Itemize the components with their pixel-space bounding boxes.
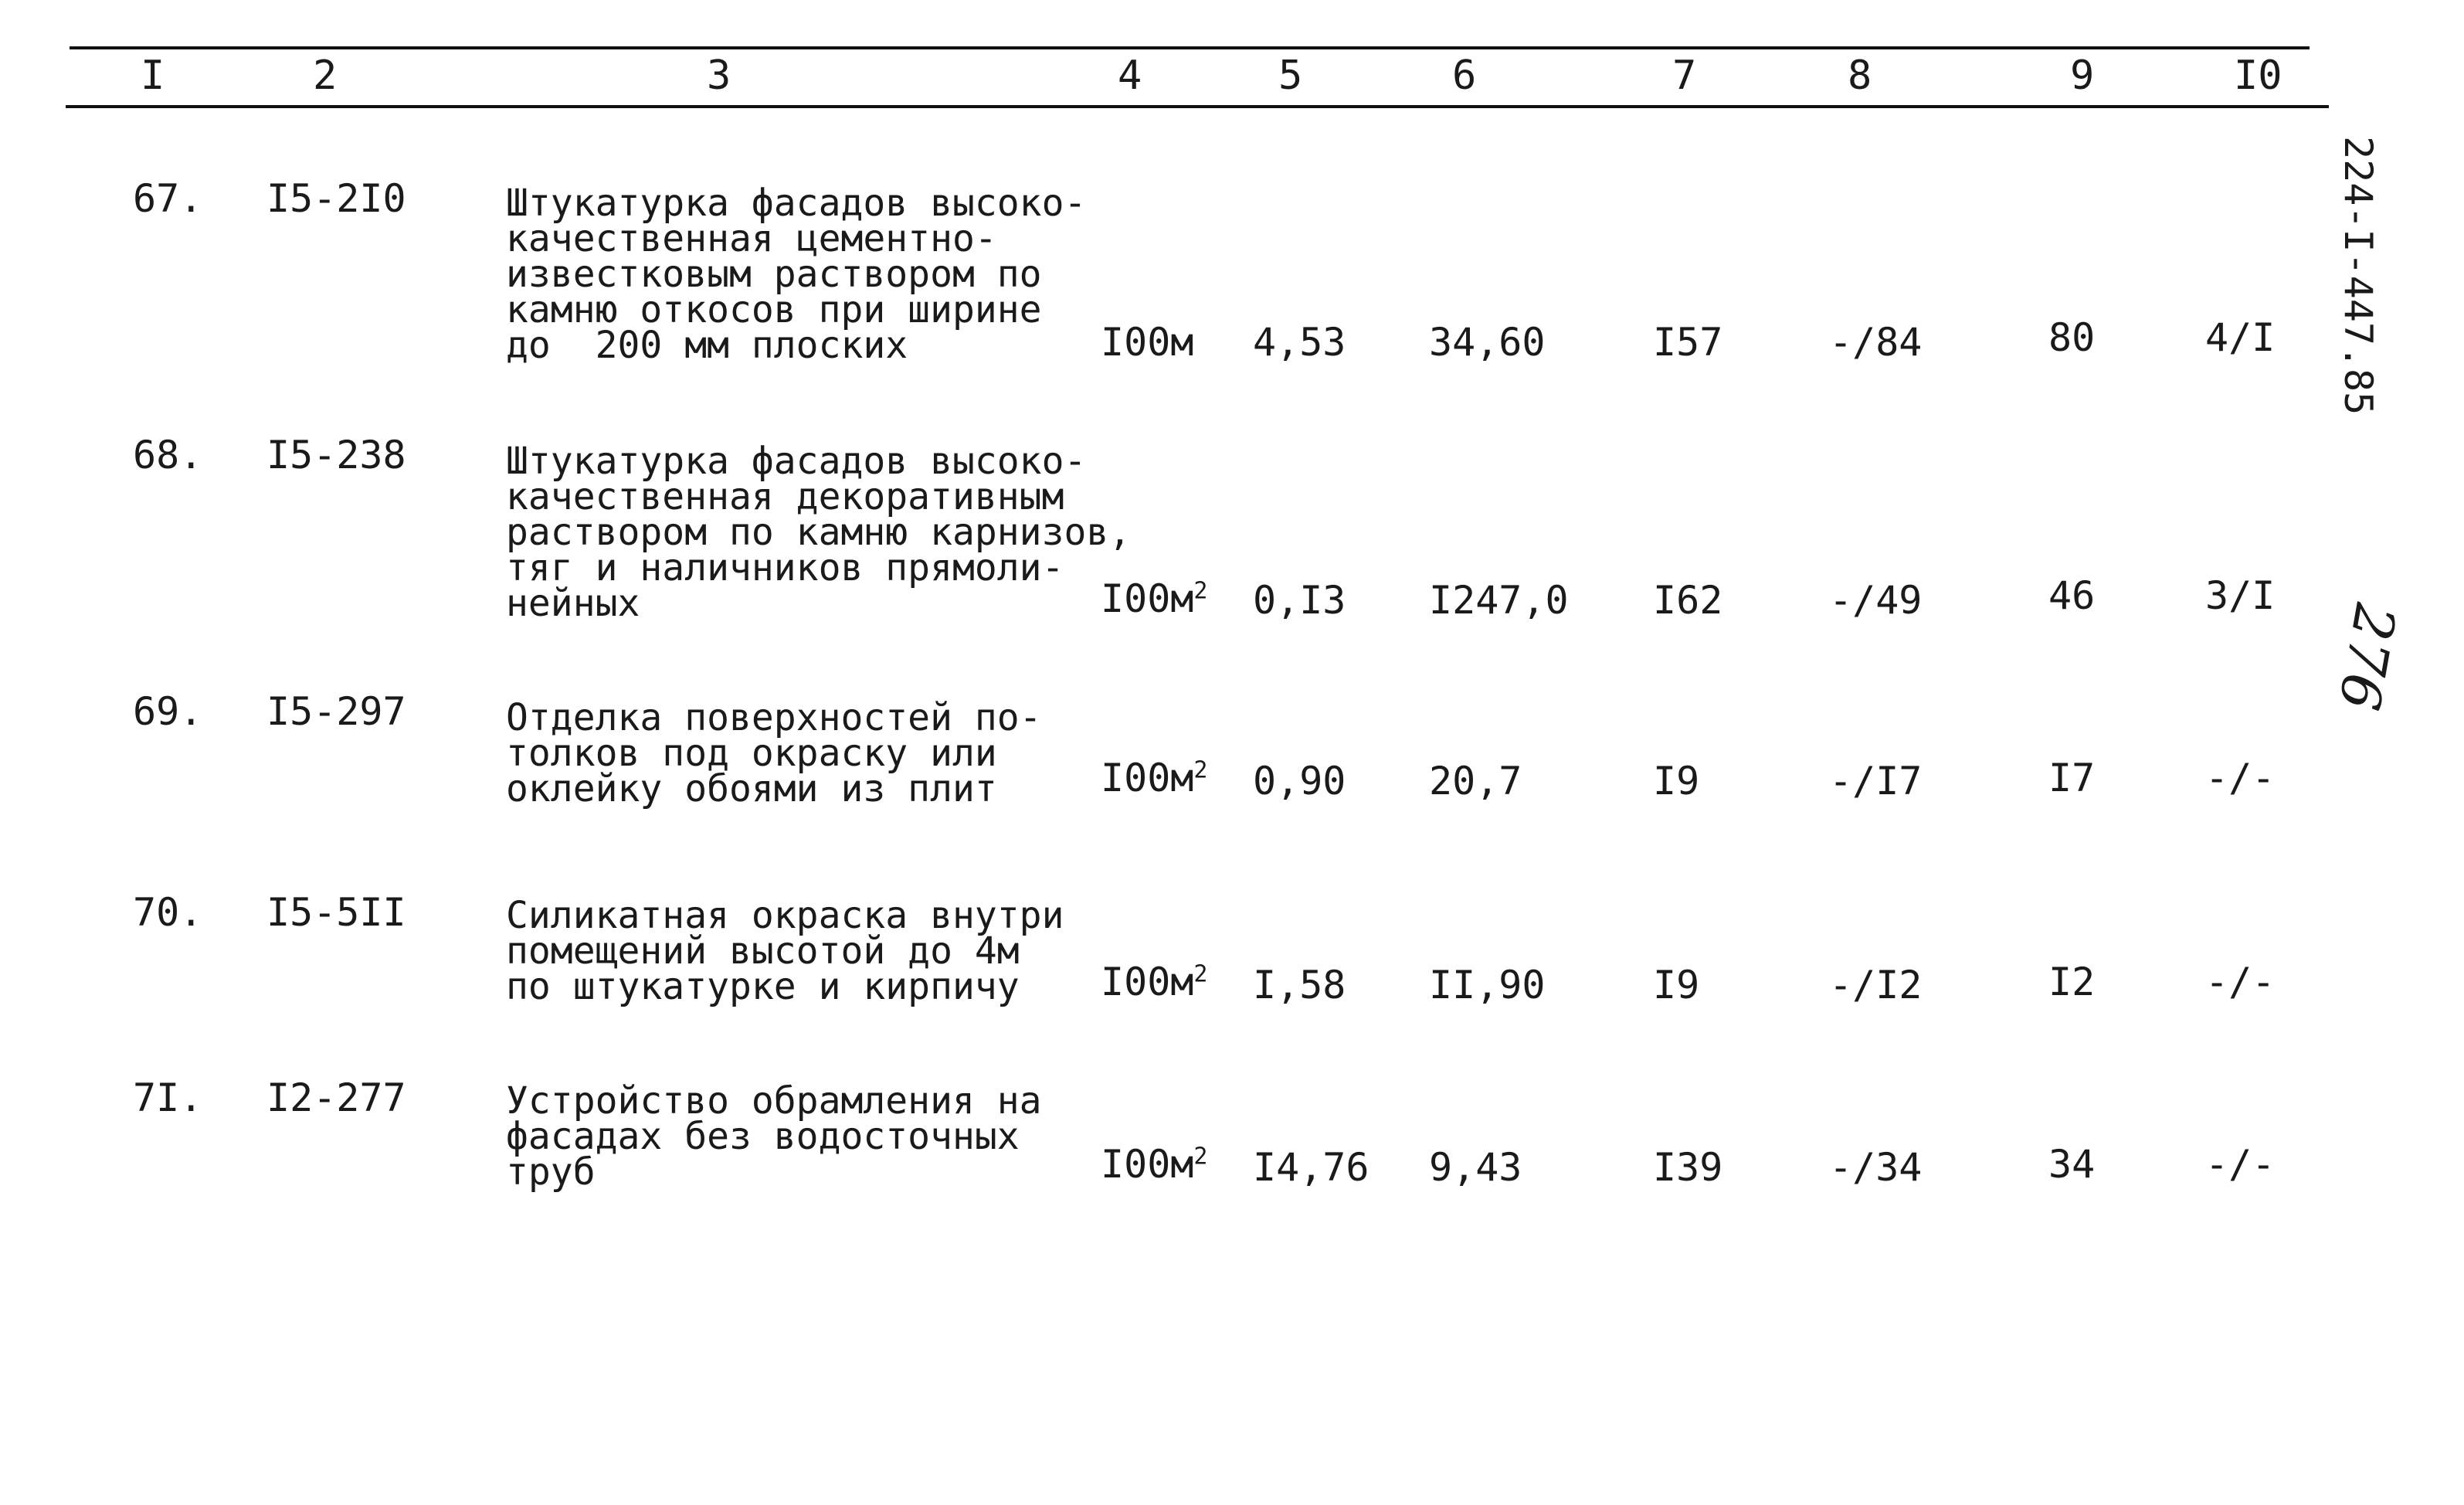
unit: I00м (1101, 320, 1194, 365)
column-10-value: -/- (2205, 1142, 2276, 1187)
column-9-value: 34 (2048, 1142, 2096, 1187)
rate-code: I5-238 (266, 433, 406, 477)
document-code: 224-I-447.85 (2336, 136, 2381, 416)
unit: $I00м^2$ (1101, 576, 1208, 621)
unit-price: 9,43 (1429, 1145, 1522, 1190)
col-header-8: 8 (1848, 53, 1872, 99)
column-10-value: -/- (2205, 756, 2276, 800)
wages: -/I2 (1829, 963, 1923, 1007)
header-bottom-rule (66, 105, 2329, 108)
rate-code: I2-277 (266, 1075, 406, 1120)
total-cost: I9 (1653, 963, 1700, 1007)
work-description: Штукатурка фасадов высоко- качественная декоративным раствором по камню карнизов, тяг и наличников прямоли- нейных (506, 440, 1132, 625)
unit: $I00м^2$ (1101, 756, 1208, 800)
total-cost: I57 (1653, 320, 1723, 365)
col-header-6: 6 (1452, 53, 1477, 99)
column-10-value: 4/I (2205, 315, 2276, 360)
unit-price: 34,60 (1429, 320, 1546, 365)
row-number: 7I. (133, 1075, 203, 1120)
quantity: 0,90 (1253, 759, 1346, 803)
row-number: 70. (133, 890, 203, 935)
wages: -/34 (1829, 1145, 1923, 1190)
total-cost: I62 (1653, 578, 1723, 623)
col-header-10: I0 (2234, 53, 2282, 99)
unit-price: II,90 (1429, 963, 1546, 1007)
column-10-value: 3/I (2205, 573, 2276, 618)
wages: -/84 (1829, 320, 1923, 365)
work-description: Устройство обрамления на фасадах без водосточных труб (506, 1079, 1042, 1194)
rate-code: I5-297 (266, 689, 406, 734)
work-description: Отделка поверхностей по- толков под окраску или оклейку обоями из плит (506, 696, 1042, 810)
unit-price: I247,0 (1429, 578, 1569, 623)
col-header-9: 9 (2070, 53, 2095, 99)
top-rule (70, 46, 2310, 49)
quantity: I4,76 (1253, 1145, 1369, 1190)
wages: -/I7 (1829, 759, 1923, 803)
col-header-1: I (141, 53, 165, 99)
column-9-value: I7 (2048, 756, 2096, 800)
col-header-2: 2 (313, 53, 338, 99)
quantity: 0,I3 (1253, 578, 1346, 623)
work-description: Силикатная окраска внутри помещений высотой до 4м по штукатурке и кирпичу (506, 894, 1064, 1008)
col-header-4: 4 (1118, 53, 1142, 99)
column-9-value: I2 (2048, 960, 2096, 1004)
rate-code: I5-5II (266, 890, 406, 935)
unit: $I00м^2$ (1101, 1142, 1208, 1187)
column-9-value: 46 (2048, 573, 2096, 618)
work-description: Штукатурка фасадов высоко- качественная цементно- известковым раствором по камню откосов при ширине до 200 мм плоских (506, 182, 1087, 367)
quantity: I,58 (1253, 963, 1346, 1007)
col-header-5: 5 (1278, 53, 1303, 99)
page-number: 276 (2326, 599, 2408, 715)
unit: $I00м^2$ (1101, 960, 1208, 1004)
wages: -/49 (1829, 578, 1923, 623)
column-9-value: 80 (2048, 315, 2096, 360)
total-cost: I39 (1653, 1145, 1723, 1190)
row-number: 69. (133, 689, 203, 734)
row-number: 68. (133, 433, 203, 477)
rate-code: I5-2I0 (266, 176, 406, 221)
unit-price: 20,7 (1429, 759, 1522, 803)
quantity: 4,53 (1253, 320, 1346, 365)
row-number: 67. (133, 176, 203, 221)
column-10-value: -/- (2205, 960, 2276, 1004)
total-cost: I9 (1653, 759, 1700, 803)
col-header-7: 7 (1672, 53, 1697, 99)
col-header-3: 3 (707, 53, 731, 99)
